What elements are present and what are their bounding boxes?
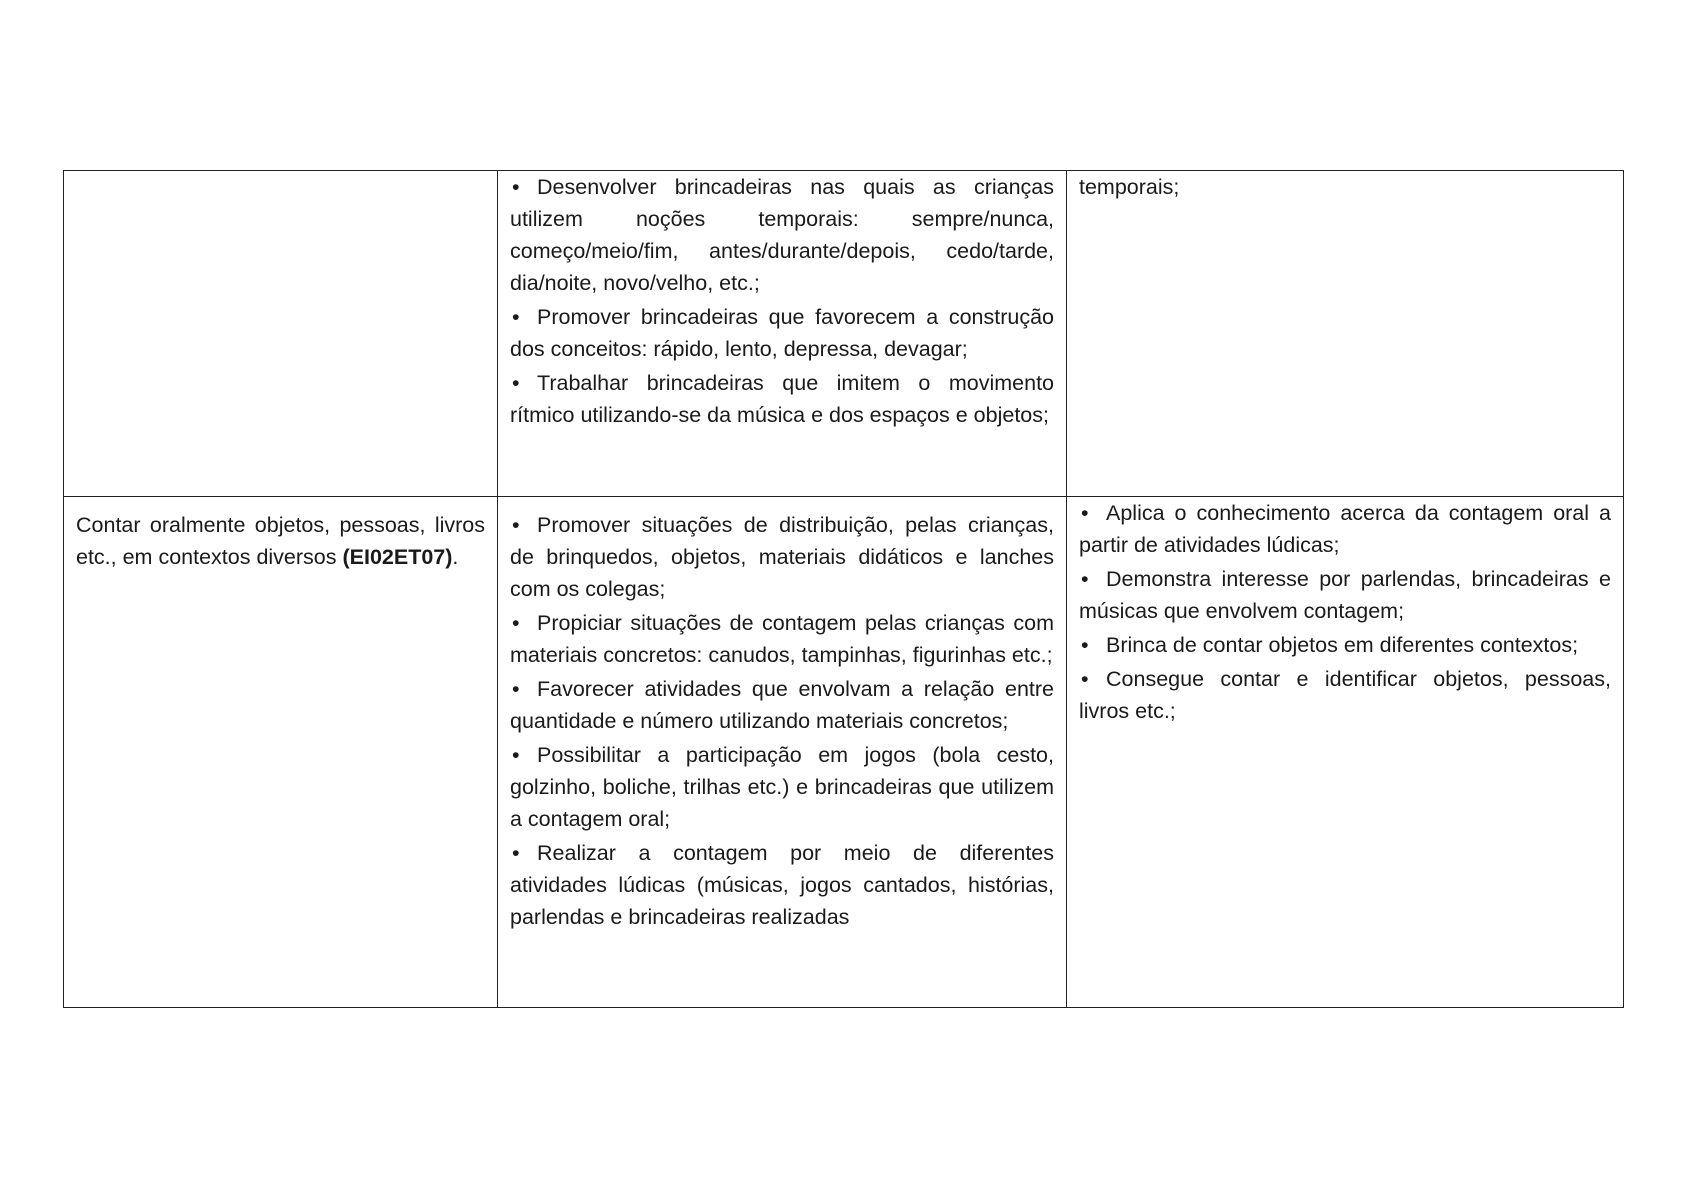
list-item: • Demonstra interesse por parlendas, brincadeiras e músicas que envolvem contagem; bbox=[1079, 563, 1611, 627]
list-item: • Propiciar situações de contagem pelas crianças com materiais concretos: canudos, tampinhas, figurinhas etc.; bbox=[510, 607, 1054, 671]
bullet-icon: • bbox=[512, 371, 520, 395]
bullet-icon: • bbox=[512, 841, 520, 865]
bullet-icon: • bbox=[512, 513, 520, 537]
list-item: • Consegue contar e identificar objetos, pessoas, livros etc.; bbox=[1079, 663, 1611, 727]
table-row bbox=[64, 497, 1624, 1008]
list-item: • Favorecer atividades que envolvam a relação entre quantidade e número utilizando materiais concretos; bbox=[510, 673, 1054, 737]
objective-cell bbox=[64, 171, 498, 497]
assessment-cell bbox=[1067, 497, 1624, 1008]
curriculum-table bbox=[63, 170, 1624, 1008]
bullet-icon: • bbox=[1081, 567, 1089, 591]
bullet-icon: • bbox=[1081, 633, 1089, 657]
list-item: • Promover brincadeiras que favorecem a construção dos conceitos: rápido, lento, depressa, devagar; bbox=[510, 301, 1054, 365]
objective-code: (EI02ET07) bbox=[342, 545, 453, 569]
list-item: • Promover situações de distribuição, pelas crianças, de brinquedos, objetos, materiais didáticos e lanches com os colegas; bbox=[510, 509, 1054, 605]
bullet-icon: • bbox=[512, 677, 520, 701]
strategies-list bbox=[510, 509, 1054, 933]
strategies-list bbox=[510, 171, 1054, 431]
objective-text: Contar oralmente objetos, pessoas, livros etc., em contextos diversos (EI02ET07). bbox=[76, 513, 485, 569]
list-item: • Realizar a contagem por meio de diferentes atividades lúdicas (músicas, jogos cantados, histórias, parlendas e brincadeiras realizadas bbox=[510, 837, 1054, 933]
list-item: • Trabalhar brincadeiras que imitem o movimento rítmico utilizando-se da música e dos espaços e objetos; bbox=[510, 367, 1054, 431]
list-item: • Aplica o conhecimento acerca da contagem oral a partir de atividades lúdicas; bbox=[1079, 497, 1611, 561]
assessment-text: temporais; bbox=[1079, 175, 1180, 199]
assessment-cell bbox=[1067, 171, 1624, 497]
list-item: • Brinca de contar objetos em diferentes contextos; bbox=[1079, 629, 1611, 661]
bullet-icon: • bbox=[512, 175, 520, 199]
objective-cell bbox=[64, 497, 498, 1008]
bullet-icon: • bbox=[512, 743, 520, 767]
bullet-icon: • bbox=[512, 611, 520, 635]
strategies-cell bbox=[498, 497, 1067, 1008]
list-item: • Desenvolver brincadeiras nas quais as crianças utilizem noções temporais: sempre/nunca, começo/meio/fim, antes/durante/depois, cedo/tarde, dia/noite, novo/velho, etc.; bbox=[510, 171, 1054, 299]
bullet-icon: • bbox=[1081, 667, 1089, 691]
bullet-icon: • bbox=[1081, 501, 1089, 525]
assessment-list bbox=[1079, 497, 1611, 727]
table-row bbox=[64, 171, 1624, 497]
strategies-cell bbox=[498, 171, 1067, 497]
list-item: • Possibilitar a participação em jogos (bola cesto, golzinho, boliche, trilhas etc.) e brincadeiras que utilizem a contagem oral; bbox=[510, 739, 1054, 835]
bullet-icon: • bbox=[512, 305, 520, 329]
